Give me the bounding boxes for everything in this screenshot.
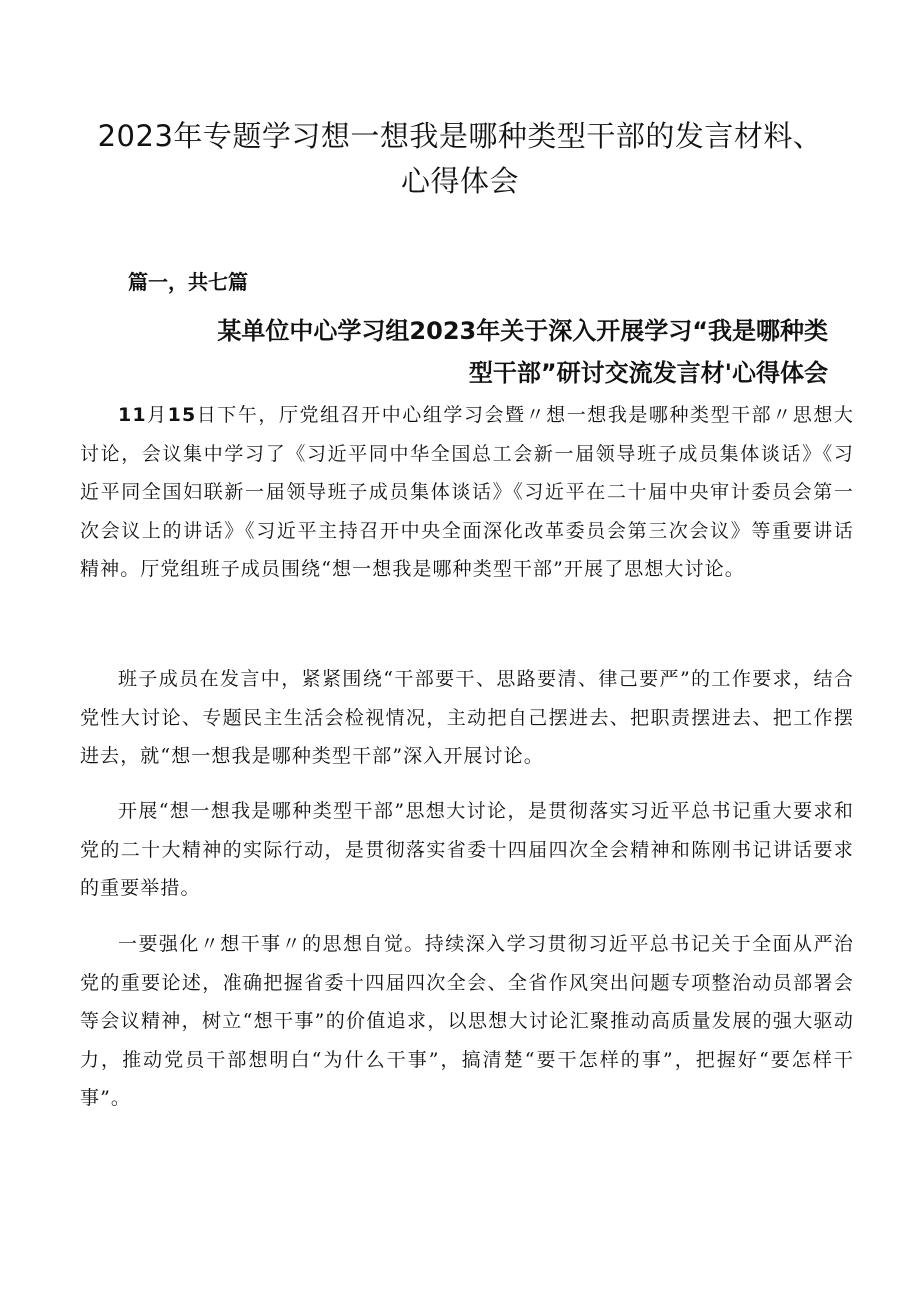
article-subtitle-line-1: 某单位中心学习组2023年关于深入开展学习“我是哪种类 (217, 317, 828, 345)
paragraph-4: 一要强化〃想干事〃的思想自觉。持续深入学习贯彻习近平总书记关于全面从严治党的重要论述，准确把握省委十四届四次全会、全省作风突出问题专项整治动员部署会等会议精神，树立“想干事”的价值追求，以思想大讨论汇聚推动高质量发展的强大驱动力，推动党员干部想明白“为什么干事”，搞清楚“要干怎样的事”，把握好“要怎样干事”。 (80, 933, 854, 1109)
date-day: 15 (167, 404, 197, 426)
paragraph-1 (80, 396, 854, 589)
document-title-line-2: 心得体会 (400, 164, 519, 198)
section-label: 篇一，共七篇 (128, 270, 248, 294)
paragraph-2: 班子成员在发言中，紧紧围绕“干部要干、思路要清、律己要严”的工作要求，结合党性大讨论、专题民主生活会检视情况，主动把自己摆进去、把职责摆进去、把工作摆进去，就“想一想我是哪种类型干部”深入开展讨论。 (80, 668, 854, 767)
paragraph-1-text: 日下午，厅党组召开中心组学习会暨〃想一想我是哪种类型干部〃思想大讨论，会议集中学习了《习近平同中华全国总工会新一届领导班子成员集体谈话》《习近平同全国妇联新一届领导班子成员集体谈话》《习近平在二十届中央审计委员会第一次会议上的讲话》《习近平主持召开中央全面深化改革委员会第三次会议》等重要讲话精神。厅党组班子成员围绕“想一想我是哪种类型干部”开展了思想大讨论。 (80, 404, 854, 580)
date-month: 11 (118, 404, 147, 426)
document-title-line-1: 2023年专题学习想一想我是哪种类型干部的发言材料、 (97, 119, 823, 153)
article-subtitle-line-2: 型干部”研讨交流发言材'心得体会 (468, 359, 828, 387)
date-month-unit: 月 (146, 404, 168, 426)
paragraph-3: 开展“想一想我是哪种类型干部”思想大讨论，是贯彻落实习近平总书记重大要求和党的二十大精神的实际行动，是贯彻落实省委十四届四次全会精神和陈刚书记讲话要求的重要举措。 (80, 800, 854, 899)
